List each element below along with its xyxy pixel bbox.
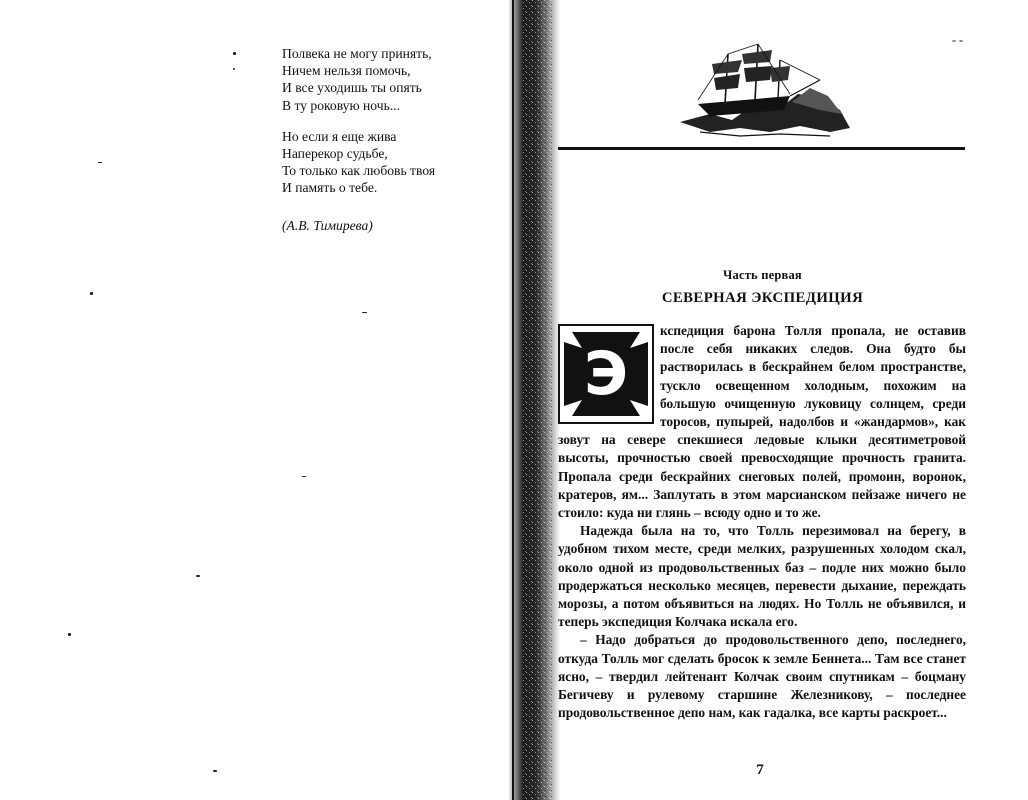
poem-line: То только как любовь твоя bbox=[282, 163, 436, 179]
paragraph: кспедиция барона Толля пропала, не оставив после себя никаких следов. Она будто бы растворилась в бескрайнем белом пространстве, тускло освещенном холодным, похожим на большую очищенную луковицу солнцем, среди торосов, пупырей, надолбов и «жандармов», как зовут на севере спекшиеся ледовые клыки десятиметровой высоты, прочностью своей превосходящие прочность гранита. Пропала среди бескрайних снеговых полей, промоин, воронок, кратеров, ям... Заплутать в этом марсианском пейзаже ничего не стоило: куда ни глянь – всюду одно и то же. bbox=[558, 323, 966, 521]
scan-speck bbox=[196, 575, 200, 577]
scan-speck bbox=[213, 770, 217, 772]
scan-speck bbox=[362, 312, 367, 313]
poem-line: Наперекор судьбе, bbox=[282, 146, 388, 162]
poem-line: Но если я еще жива bbox=[282, 128, 397, 144]
drop-cap bbox=[558, 324, 654, 424]
scan-speck bbox=[98, 162, 102, 163]
poem-line: Полвека не могу принять, bbox=[282, 46, 432, 61]
paragraph: Надежда была на то, что Толль перезимовал на берегу, в удобном тихом месте, среди мелких, разрушенных холодом скал, около одной из продовольственных баз – подле них можно было продержаться несколько месяцев, перевести дыхание, переждать морозы, а потом объявиться на людях. Но Толль не объявился, и теперь экспедиция Колчака искала его. bbox=[558, 523, 966, 630]
scan-speck bbox=[233, 52, 236, 55]
poem-stanza-1 bbox=[282, 45, 512, 114]
part-label: Часть первая bbox=[723, 268, 802, 282]
epigraph-poem bbox=[282, 45, 512, 234]
page-number: 7 bbox=[756, 762, 764, 778]
poem-author: (А.В. Тимирева) bbox=[282, 217, 373, 233]
drop-cap-letter: Э bbox=[583, 338, 629, 409]
sailing-ship-illustration bbox=[680, 40, 850, 140]
poem-line: И память о тебе. bbox=[282, 180, 378, 196]
scan-speck bbox=[233, 68, 235, 70]
poem-line: Ничем нельзя помочь, bbox=[282, 63, 411, 79]
section-title: СЕВЕРНАЯ ЭКСПЕДИЦИЯ bbox=[661, 290, 864, 306]
left-page bbox=[0, 0, 508, 800]
poem-line: И все уходишь ты опять bbox=[282, 80, 422, 96]
scan-speck bbox=[90, 292, 93, 295]
top-mark: - - bbox=[952, 33, 963, 47]
poem-line: В ту роковую ночь... bbox=[282, 97, 400, 113]
chapter-divider-rule bbox=[558, 147, 965, 150]
chapter-body bbox=[558, 322, 966, 722]
poem-stanza-2 bbox=[282, 128, 512, 197]
paragraph: – Надо добраться до продовольственного депо, последнего, откуда Толль мог сделать бросок к земле Беннета... Там все станет ясно, – твердил лейтенант Колчак своим спутникам – боцману Бегичеву и рулевому старшине Железникову, – последнее продовольственное депо нам, как гадалка, все карты раскроет... bbox=[558, 632, 966, 721]
scan-speck bbox=[68, 633, 71, 636]
scan-speck bbox=[302, 476, 306, 477]
